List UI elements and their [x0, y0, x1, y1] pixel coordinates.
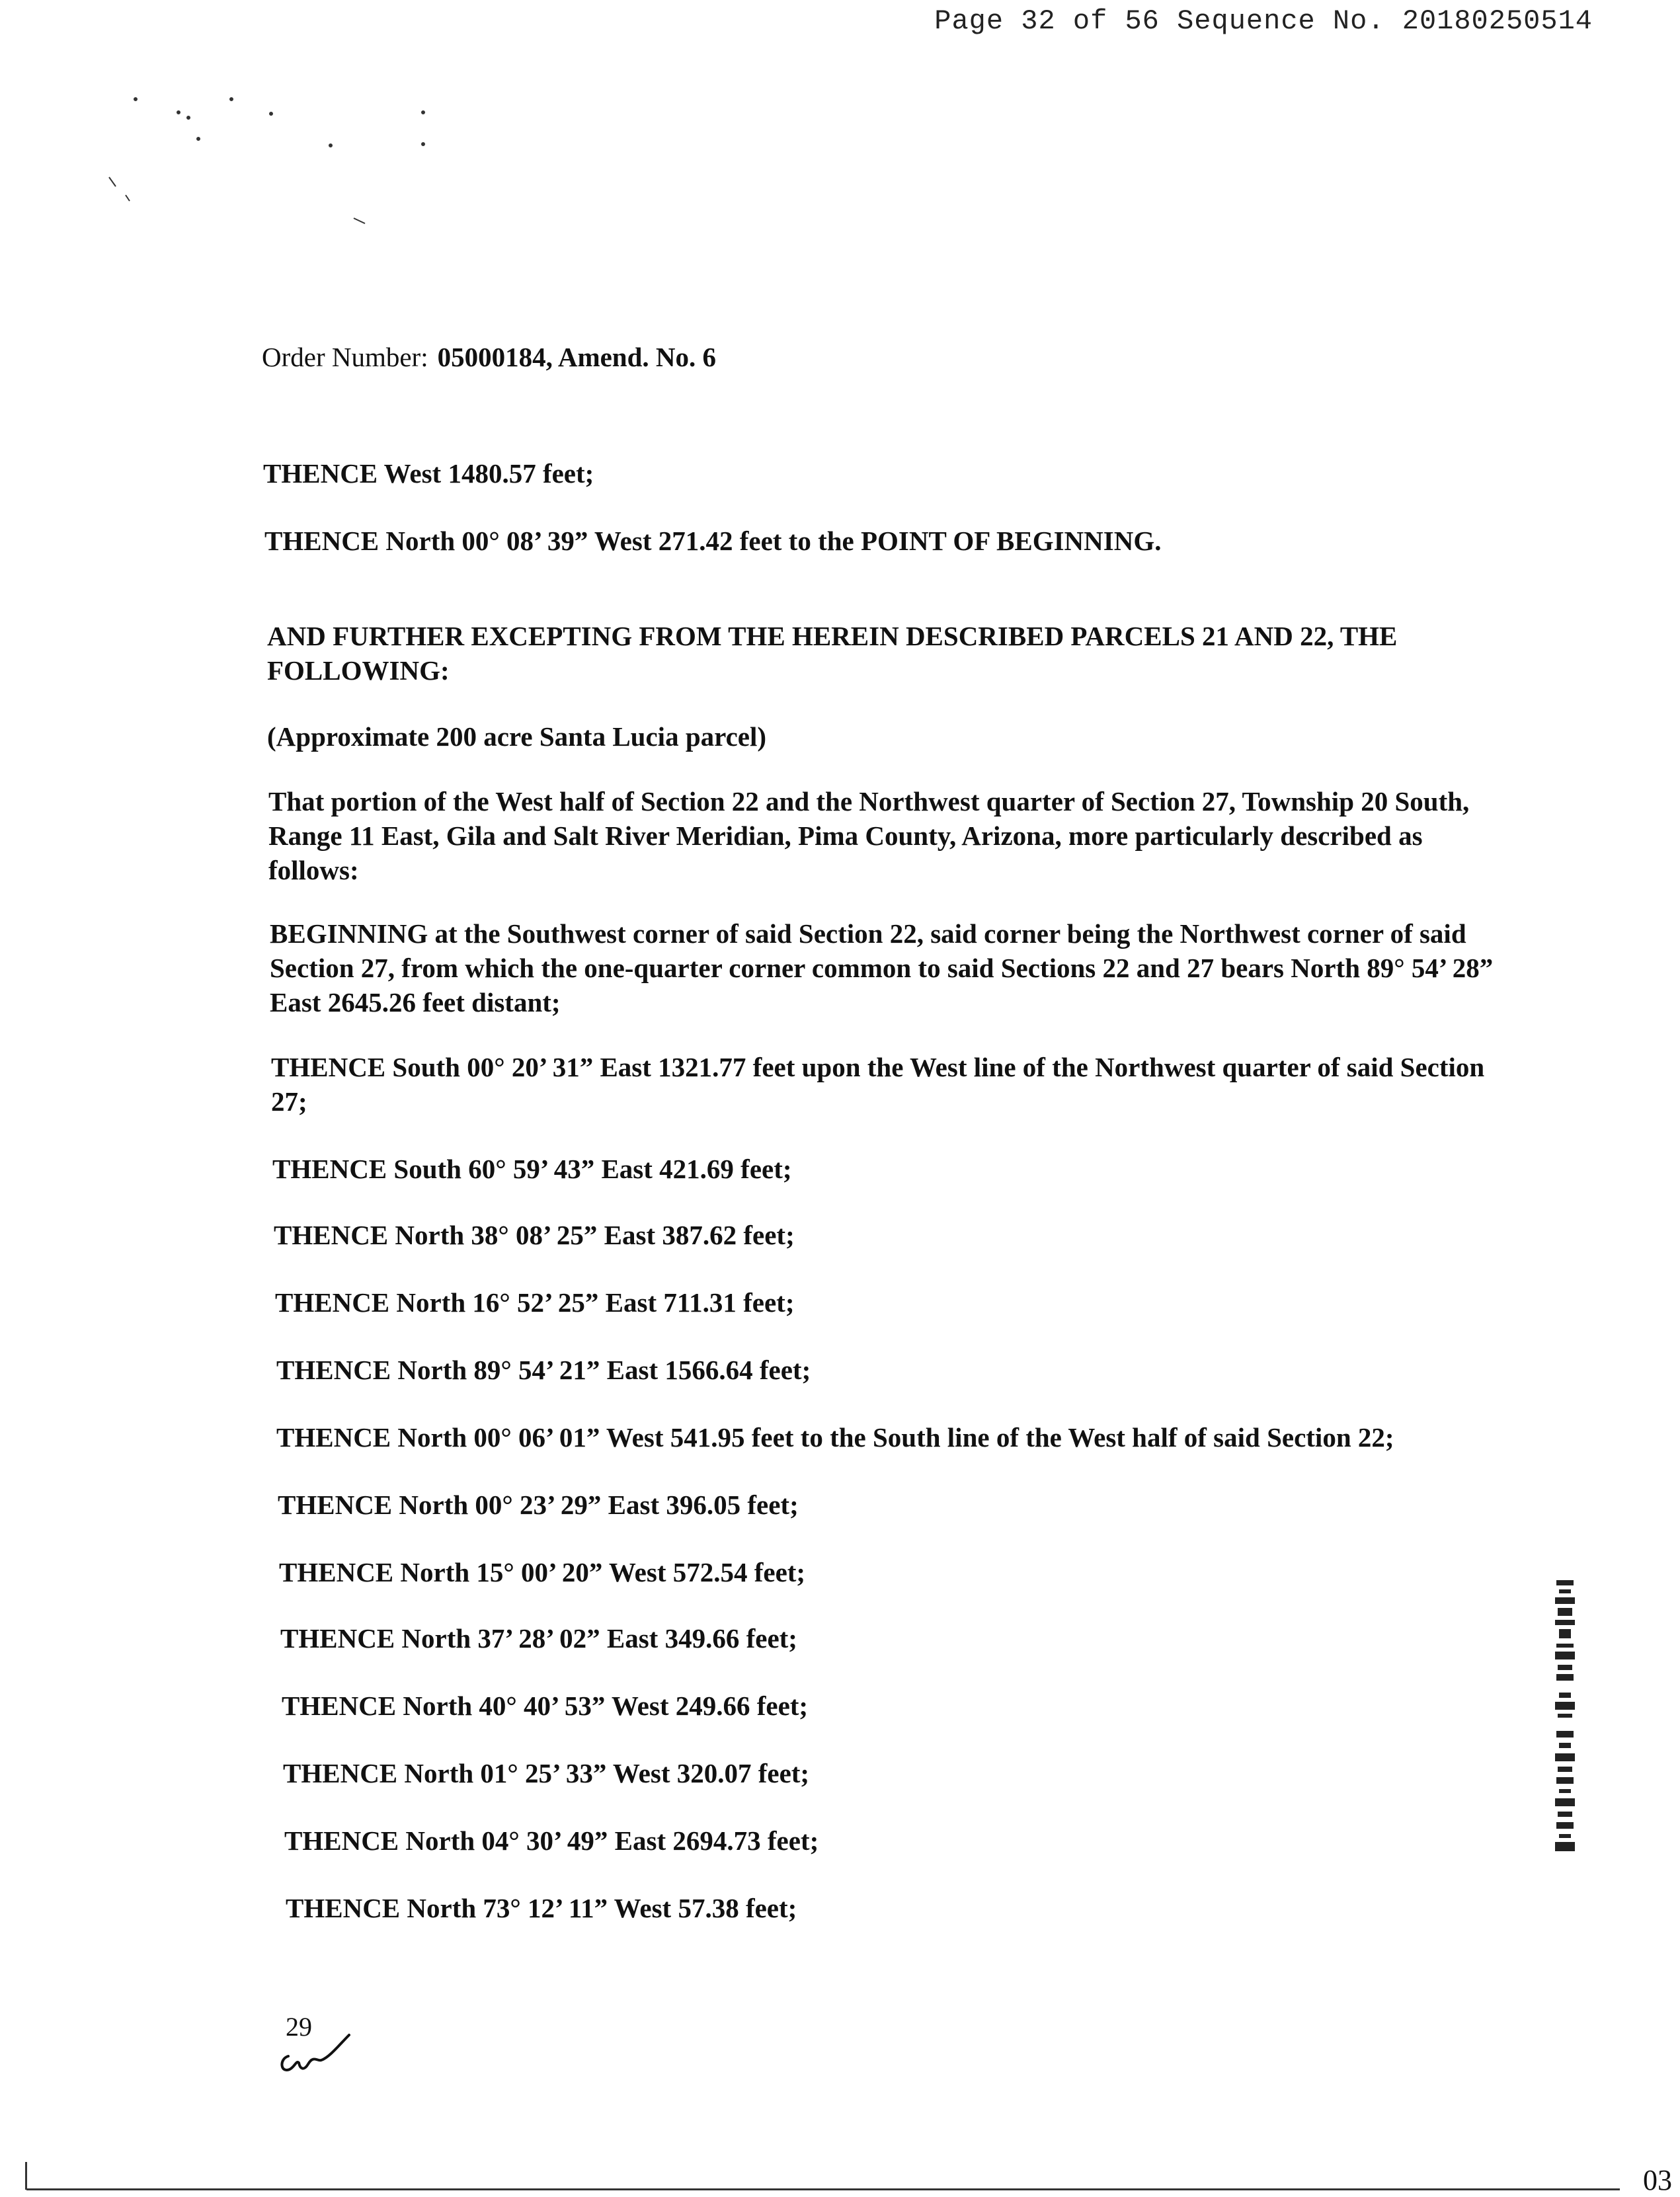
legal-paragraph: THENCE North 89° 54’ 21” East 1566.64 feet;: [276, 1355, 811, 1385]
legal-paragraph: THENCE North 01° 25’ 33” West 320.07 feet;: [283, 1758, 810, 1788]
legal-paragraph: THENCE North 15° 00’ 20” West 572.54 feet;: [279, 1557, 806, 1587]
legal-paragraph: THENCE North 38° 08’ 25” East 387.62 feet;: [274, 1220, 795, 1250]
handwritten-initials: [276, 2030, 362, 2083]
page-number: 29: [286, 2012, 312, 2042]
scan-specks: [0, 0, 463, 251]
legal-paragraph: THENCE North 00° 08’ 39” West 271.42 feet to the POINT OF BEGINNING.: [264, 526, 1162, 556]
legal-paragraph: THENCE North 37’ 28’ 02” East 349.66 feet;: [280, 1623, 797, 1654]
order-number-value: 05000184, Amend. No. 6: [437, 342, 717, 372]
legal-paragraph: THENCE South 60° 59’ 43” East 421.69 feet;: [272, 1154, 792, 1184]
legal-paragraph: THENCE North 00° 06’ 01” West 541.95 feet to the South line of the West half of said Section 22;: [276, 1422, 1394, 1453]
order-number-label: Order Number:: [262, 342, 428, 372]
legal-paragraph: That portion of the West half of Section 22 and the Northwest quarter of Section 27, Township 20 South, Range 11 East, Gila and Salt River Meridian, Pima County, Arizona, more particularly described as follows:: [268, 786, 1470, 885]
scan-bottom-line: [26, 2188, 1620, 2190]
side-stamp-mark: [1550, 1580, 1581, 1858]
legal-paragraph: THENCE North 16° 52’ 25” East 711.31 feet;: [275, 1287, 795, 1318]
legal-paragraph: AND FURTHER EXCEPTING FROM THE HEREIN DESCRIBED PARCELS 21 AND 22, THE FOLLOWING:: [267, 621, 1398, 686]
legal-paragraph: THENCE South 00° 20’ 31” East 1321.77 feet upon the West line of the Northwest quarter of said Section 27;: [271, 1052, 1485, 1117]
legal-paragraph: (Approximate 200 acre Santa Lucia parcel): [267, 721, 767, 752]
legal-paragraph: BEGINNING at the Southwest corner of said Section 22, said corner being the Northwest corner of said Section 27, from which the one-quarter corner common to said Sections 22 and 27 bears North 89° 54’ 28” East 2645.26 feet distant;: [270, 918, 1494, 1018]
order-number: [262, 341, 716, 373]
crop-mark: [25, 2162, 27, 2190]
legal-paragraph: THENCE North 04° 30’ 49” East 2694.73 feet;: [284, 1825, 819, 1856]
legal-paragraph: THENCE North 73° 12’ 11” West 57.38 feet;: [286, 1893, 797, 1923]
legal-paragraph: THENCE West 1480.57 feet;: [263, 458, 594, 489]
legal-paragraph: THENCE North 40° 40’ 53” West 249.66 feet;: [282, 1691, 809, 1721]
legal-paragraph: THENCE North 00° 23’ 29” East 396.05 feet;: [278, 1490, 799, 1520]
page-sequence-header: Page 32 of 56 Sequence No. 20180250514: [934, 5, 1593, 37]
corner-mark: 03: [1643, 2164, 1672, 2196]
